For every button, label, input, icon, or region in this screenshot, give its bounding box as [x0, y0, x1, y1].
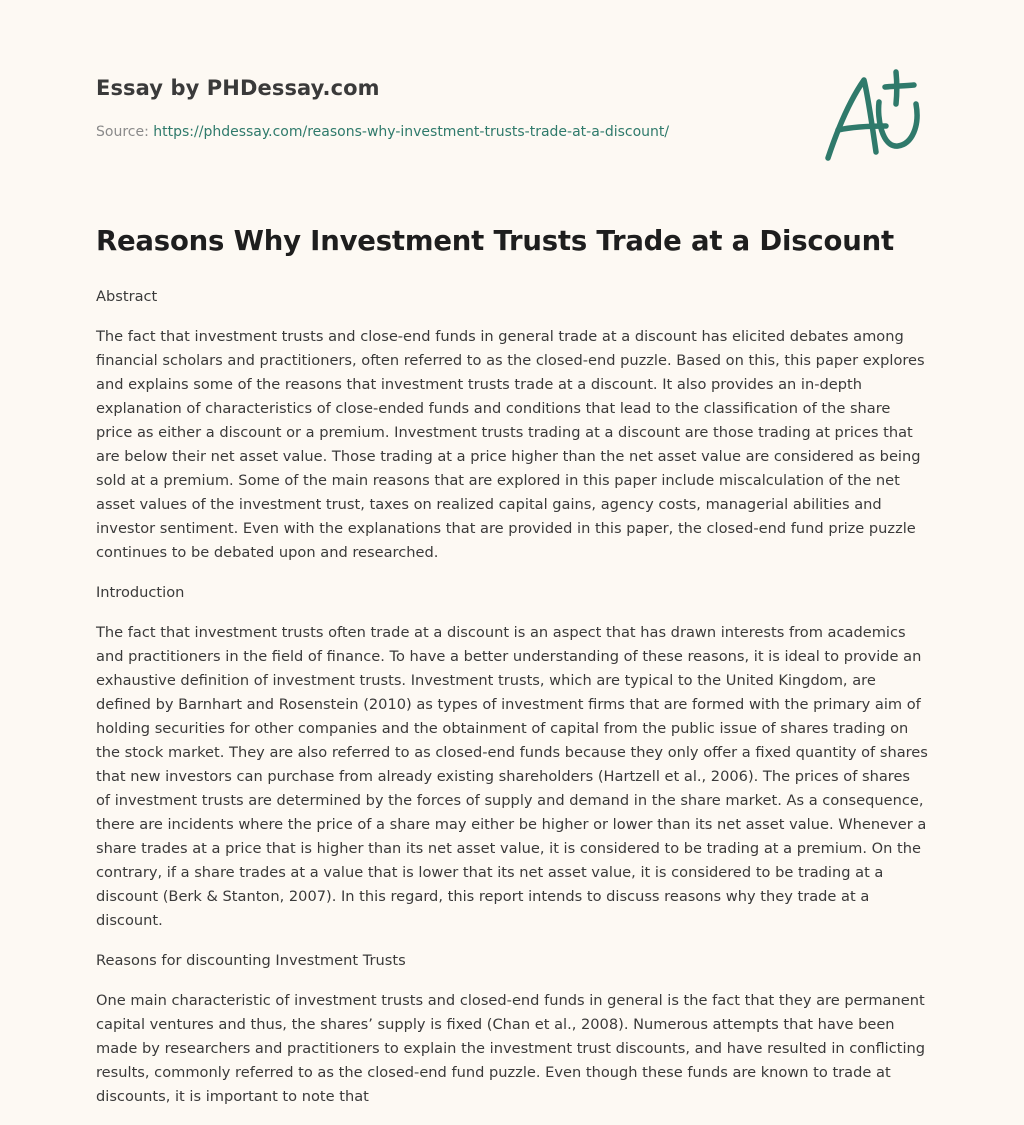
source-link[interactable]: https://phdessay.com/reasons-why-investment-trusts-trade-at-a-discount/ — [153, 124, 670, 140]
section-heading-abstract: Abstract — [96, 288, 158, 305]
essay-title: Reasons Why Investment Trusts Trade at a Discount — [96, 225, 894, 257]
section-paragraph-reasons: One main characteristic of investment trusts and closed-end funds in general is the fact that they are permanent capital ventures and thus, the shares’ supply is fixed (Chan et al., 2008). Numerous attempts that have been made by researchers and practitioners to explain the investment trust discounts, and have resulted in conflicting results, commonly referred to as the closed-end fund puzzle. Even though these funds are known to trade at discounts, it is important to note that — [96, 992, 926, 1105]
section-heading-reasons: Reasons for discounting Investment Trusts — [96, 952, 406, 969]
section-paragraph-abstract: The fact that investment trusts and close-end funds in general trade at a discount has elicited debates among financial scholars and practitioners, often referred to as the closed-end puzzle. Based on this, this paper explores and explains some of the reasons that investment trusts trade at a discount. It also provides an in-depth explanation of characteristics of close-ended funds and conditions that lead to the classification of the share price as either a discount or a premium. Investment trusts trading at a discount are those trading at prices that are below their net asset value. Those trading at a price higher than the net asset value are considered as being sold at a premium. Some of the main reasons that are explored in this paper include miscalculation of the net asset values of the investment trust, taxes on realized capital gains, agency costs, managerial abilities and investor sentiment. Even with the explanations that are provided in this paper, the closed-end fund prize puzzle continues to be debated upon and researched. — [96, 328, 925, 561]
section-heading-introduction: Introduction — [96, 584, 185, 601]
section-paragraph-introduction: The fact that investment trusts often trade at a discount is an aspect that has drawn interests from academics and practitioners in the field of finance. To have a better understanding of these reasons, it is ideal to provide an exhaustive definition of investment trusts. Investment trusts, which are typical to the United Kingdom, are defined by Barnhart and Rosenstein (2010) as types of investment firms that are formed with the primary aim of holding securities for other companies and the obtainment of capital from the public issue of shares trading on the stock market. They are also referred to as closed-end funds because they only offer a fixed quantity of shares that new investors can purchase from already existing shareholders (Hartzell et al., 2006). The prices of shares of investment trusts are determined by the forces of supply and demand in the share market. As a consequence, there are incidents where the price of a share may either be higher or lower than its net asset value. Whenever a share trades at a price that is higher than its net asset value, it is considered to be trading at a premium. On the contrary, if a share trades at a value that is lower that its net asset value, it is considered to be trading at a discount (Berk & Stanton, 2007). In this regard, this report intends to discuss reasons why they trade at a discount. — [96, 624, 928, 929]
essay-body — [96, 285, 928, 1125]
source-label: Source: — [96, 124, 149, 140]
essay-page — [96, 0, 928, 1124]
source-line — [96, 124, 669, 140]
site-brand: Essay by PHDessay.com — [96, 76, 380, 100]
a-plus-logo-icon — [824, 66, 928, 164]
